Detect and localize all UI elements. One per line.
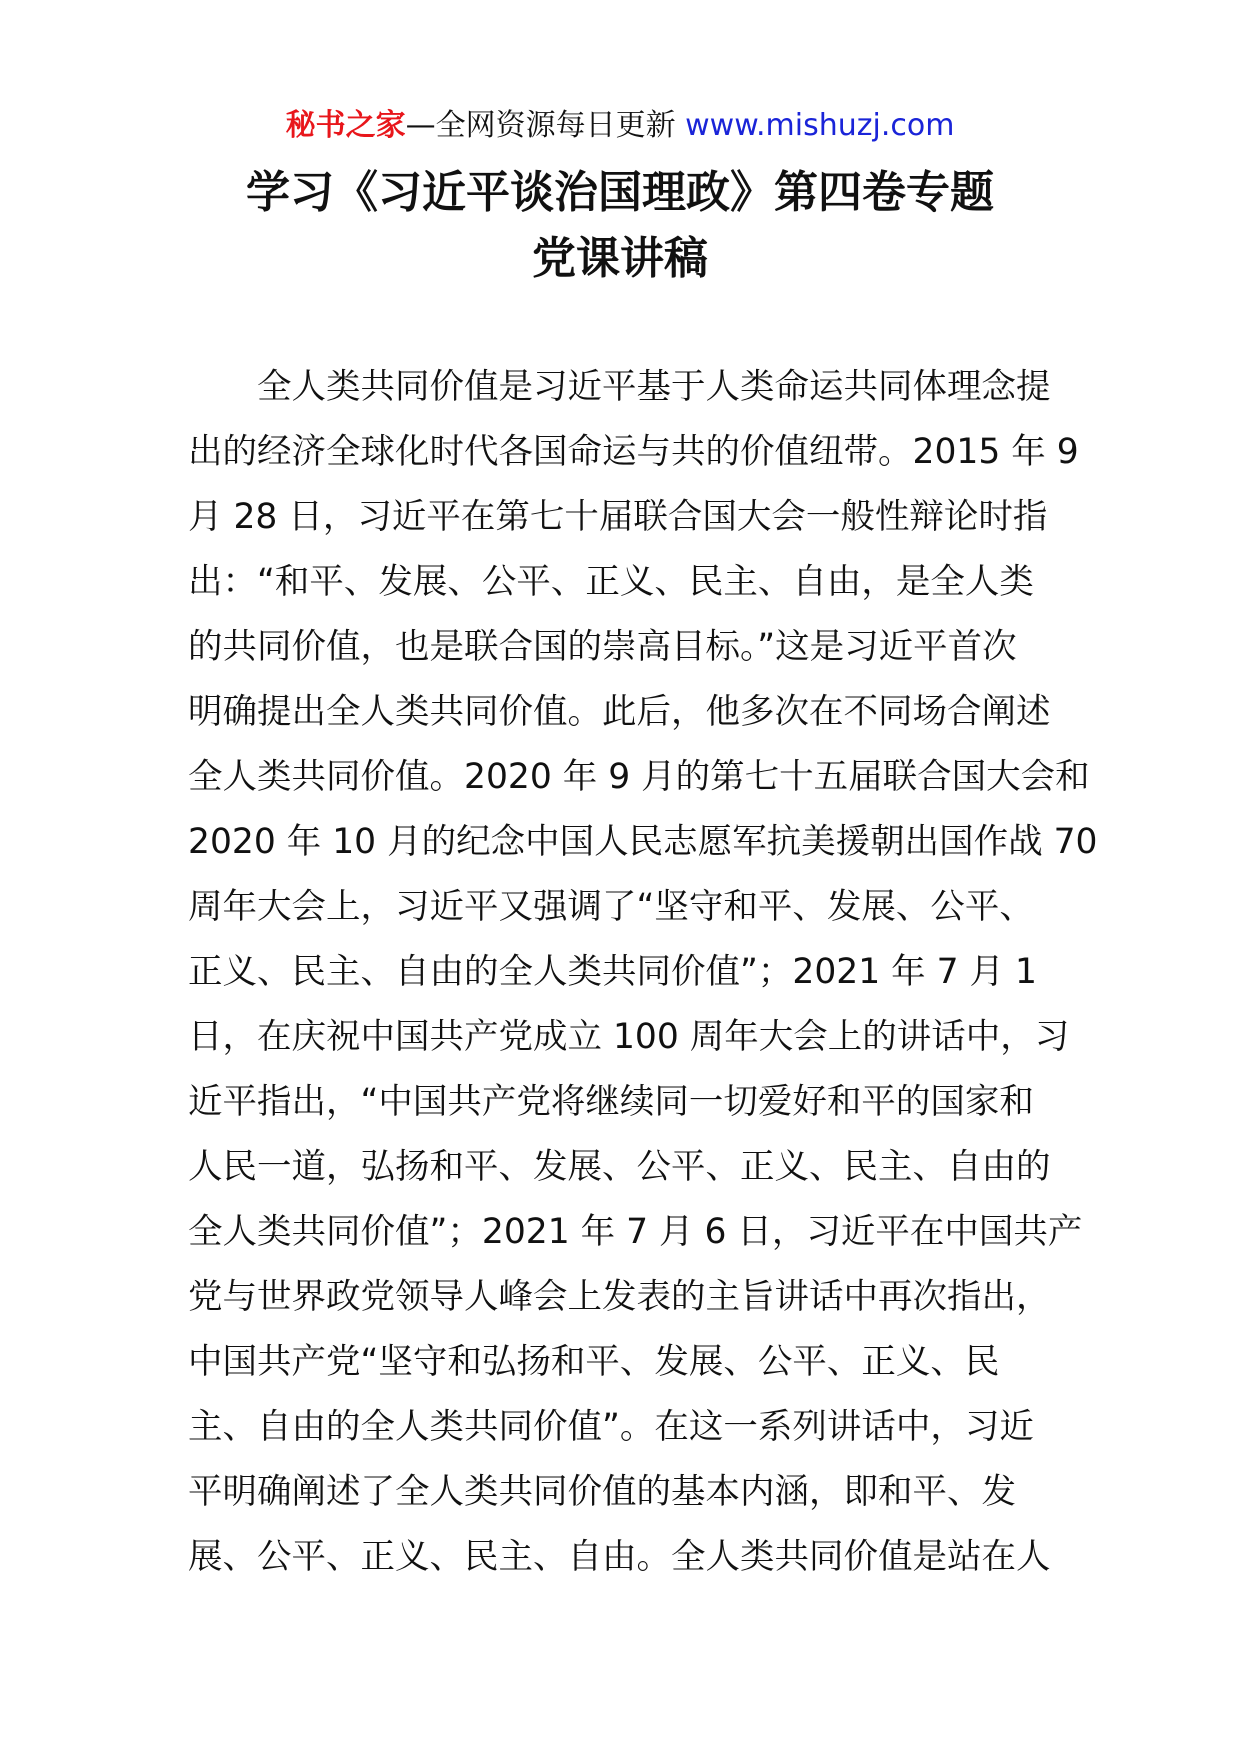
body-line: 正义、民主、自由的全人类共同价值”；2021 年 7 月 1 <box>188 952 1037 992</box>
body-line: 近平指出，“中国共产党将继续同一切爱好和平的国家和 <box>188 1082 1034 1122</box>
body-line: 全人类共同价值是习近平基于人类命运共同体理念提 <box>188 367 1051 407</box>
brand-name: 秘书之家 <box>285 108 406 143</box>
body-line: 明确提出全人类共同价值。此后，他多次在不同场合阐述 <box>188 692 1051 732</box>
body-line: 的共同价值，也是联合国的崇高目标。”这是习近平首次 <box>188 627 1017 667</box>
document-body <box>188 355 1098 1590</box>
body-line: 党与世界政党领导人峰会上发表的主旨讲话中再次指出， <box>188 1277 1051 1317</box>
title-line-2: 党课讲稿 <box>532 233 708 284</box>
body-line: 人民一道，弘扬和平、发展、公平、正义、民主、自由的 <box>188 1147 1051 1187</box>
body-line: 出：“和平、发展、公平、正义、民主、自由，是全人类 <box>188 562 1034 602</box>
title-line-1: 学习《习近平谈治国理政》第四卷专题 <box>246 167 994 218</box>
body-line: 平明确阐述了全人类共同价值的基本内涵，即和平、发 <box>188 1472 1016 1512</box>
site-header <box>0 106 1240 146</box>
body-line: 月 28 日，习近平在第七十届联合国大会一般性辩论时指 <box>188 497 1048 537</box>
body-line: 全人类共同价值。2020 年 9 月的第七十五届联合国大会和 <box>188 757 1090 797</box>
body-line: 主、自由的全人类共同价值”。在这一系列讲话中，习近 <box>188 1407 1034 1447</box>
body-line: 出的经济全球化时代各国命运与共的价值纽带。2015 年 9 <box>188 432 1079 472</box>
body-line: 中国共产党“坚守和弘扬和平、发展、公平、正义、民 <box>188 1342 1000 1382</box>
document-title <box>140 160 1100 292</box>
body-line: 全人类共同价值”；2021 年 7 月 6 日，习近平在中国共产 <box>188 1212 1083 1252</box>
site-url-link[interactable]: www.mishuzj.com <box>685 108 955 143</box>
body-line: 日，在庆祝中国共产党成立 100 周年大会上的讲话中，习 <box>188 1017 1070 1057</box>
body-line: 展、公平、正义、民主、自由。全人类共同价值是站在人 <box>188 1537 1051 1577</box>
header-tagline: —全网资源每日更新 <box>405 108 676 143</box>
body-line: 2020 年 10 月的纪念中国人民志愿军抗美援朝出国作战 70 <box>188 822 1098 862</box>
body-line: 周年大会上，习近平又强调了“坚守和平、发展、公平、 <box>188 887 1034 927</box>
